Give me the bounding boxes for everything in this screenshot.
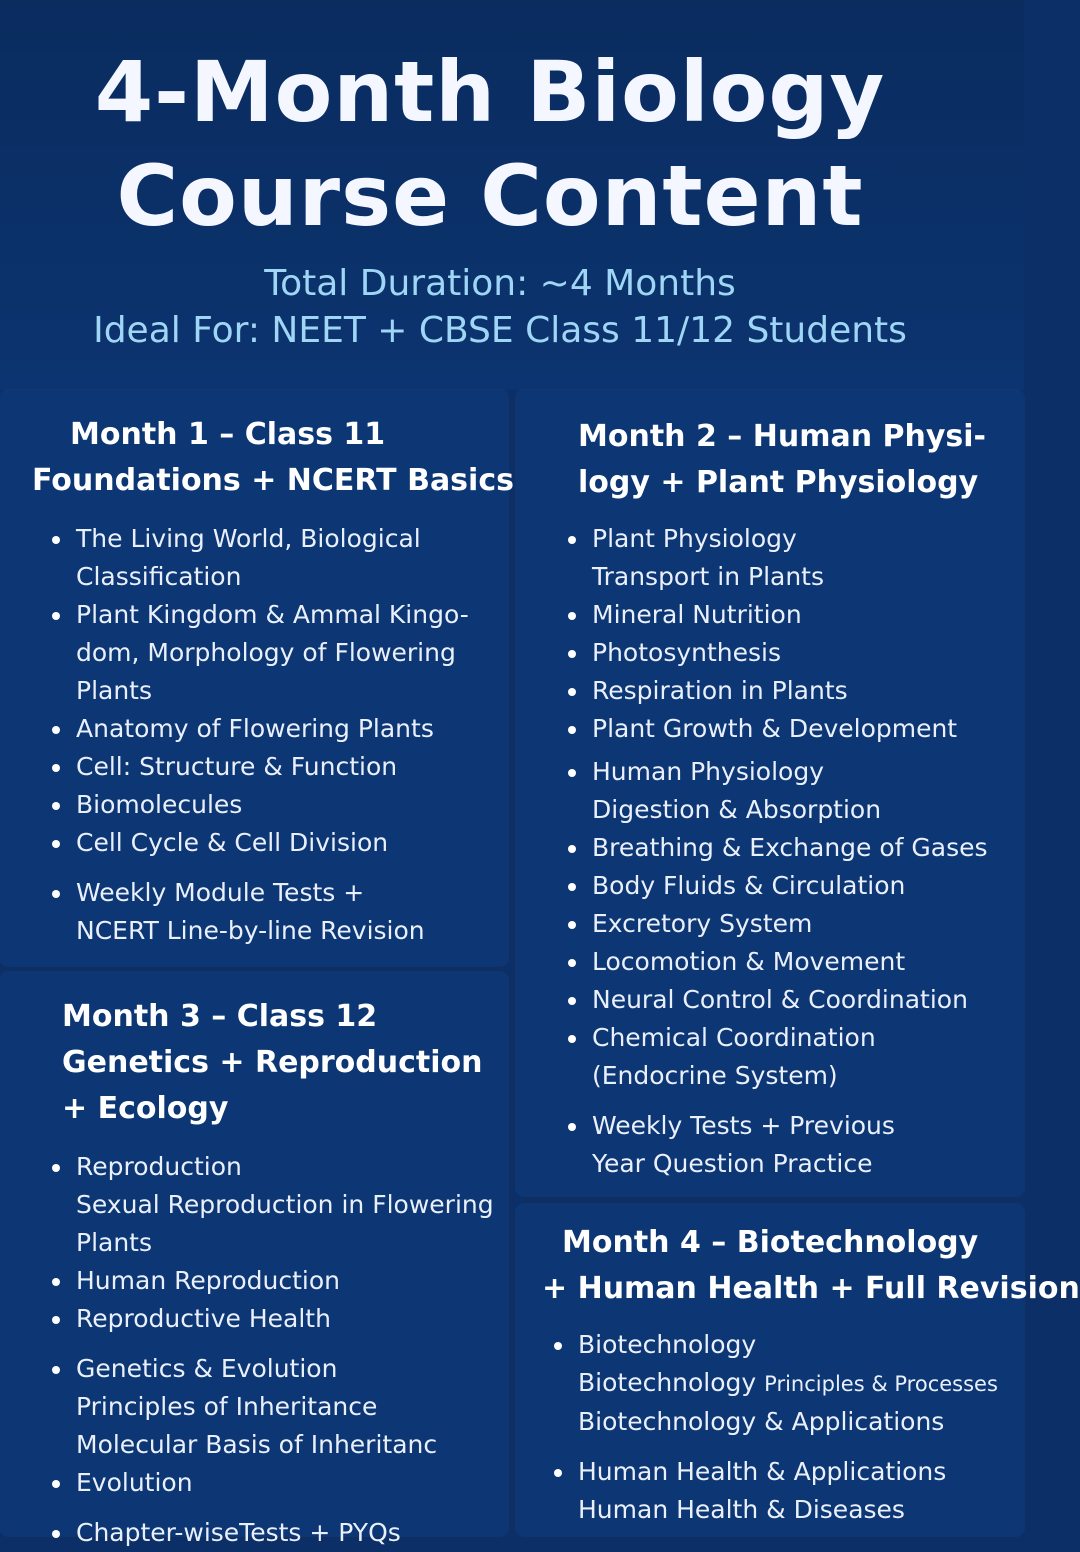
list-item-line: Biotechnology & Applications xyxy=(578,1407,945,1436)
list-item-line: Reproductive Health xyxy=(76,1304,331,1333)
list-item xyxy=(566,905,988,943)
list-item xyxy=(50,824,469,862)
list-item-line: Chapter-wiseTests + PYQs xyxy=(76,1518,401,1547)
list-item-line: NCERT Line-by-line Revision xyxy=(76,916,425,945)
list-item-line: Weekly Module Tests + xyxy=(76,878,365,907)
list-item xyxy=(50,786,469,824)
list-item-line: dom, Morphology of Flowering xyxy=(76,638,456,667)
month-1-heading xyxy=(32,412,514,504)
list-item xyxy=(566,867,988,905)
list-item xyxy=(566,943,988,981)
month-3-heading-line-2: Genetics + Reproduction xyxy=(62,1045,483,1080)
month-4-topic-list xyxy=(552,1326,998,1529)
month-2-heading xyxy=(578,414,986,506)
month-3-topic-list xyxy=(50,1148,494,1552)
list-item xyxy=(566,520,988,596)
list-item-line-part: Principles & Processes xyxy=(764,1372,998,1396)
list-item-line xyxy=(578,1364,998,1403)
list-item-line: Body Fluids & Circulation xyxy=(592,871,906,900)
list-item-line: Evolution xyxy=(76,1468,193,1497)
list-item-line: Reproduction xyxy=(76,1152,242,1181)
month-2-heading-line-2: logy + Plant Physiology xyxy=(578,465,979,500)
list-item xyxy=(566,710,988,748)
list-item xyxy=(566,1019,988,1095)
list-item xyxy=(50,748,469,786)
list-item xyxy=(50,520,469,596)
page-title xyxy=(0,40,980,248)
month-1-heading-line-2: Foundations + NCERT Basics xyxy=(32,463,514,498)
list-item xyxy=(566,753,988,829)
month-1-card xyxy=(0,390,514,966)
list-item-line: Locomotion & Movement xyxy=(592,947,906,976)
list-item-line: Weekly Tests + Previous xyxy=(592,1111,895,1140)
list-item-line: Plant Kingdom & Ammal Kingo- xyxy=(76,600,469,629)
month-4-heading xyxy=(542,1220,1080,1312)
list-item-line-part: Biotechnology xyxy=(578,1368,757,1397)
list-item xyxy=(566,1107,988,1183)
list-item-line: Molecular Basis of Inheritanc xyxy=(76,1430,438,1459)
list-item-line: Human Physiology xyxy=(592,757,824,786)
header-banner xyxy=(0,0,1024,390)
list-item-line: Human Reproduction xyxy=(76,1266,340,1295)
title-line-1: 4-Month Biology xyxy=(94,43,886,141)
list-item-line: Transport in Plants xyxy=(592,562,825,591)
list-item-line: Breathing & Exchange of Gases xyxy=(592,833,988,862)
month-2-card xyxy=(516,390,1024,1196)
month-4-heading-line-1: Month 4 – Biotechnology xyxy=(562,1225,979,1260)
title-line-2: Course Content xyxy=(116,147,864,245)
list-item-line: Neural Control & Coordination xyxy=(592,985,968,1014)
list-item xyxy=(566,596,988,634)
list-item xyxy=(50,1514,494,1552)
list-item-line: Plant Physiology xyxy=(592,524,797,553)
list-item-line: Human Health & Diseases xyxy=(578,1495,905,1524)
month-4-heading-line-2: + Human Health + Full Revision xyxy=(542,1271,1080,1306)
month-4-card xyxy=(516,1204,1080,1536)
list-item-line: Principles of Inheritance xyxy=(76,1392,378,1421)
month-3-card xyxy=(0,972,508,1547)
list-item xyxy=(50,1464,494,1502)
list-item-line: Biomolecules xyxy=(76,790,243,819)
list-item-line: Plant Growth & Development xyxy=(592,714,958,743)
month-3-heading xyxy=(62,994,483,1132)
list-item-line: Genetics & Evolution xyxy=(76,1354,338,1383)
list-item-line: Sexual Reproduction in Flowering xyxy=(76,1190,494,1219)
list-item-line: Chemical Coordination xyxy=(592,1023,876,1052)
list-item xyxy=(552,1326,998,1441)
list-item-line: Classification xyxy=(76,562,242,591)
list-item-line: Biotechnology xyxy=(578,1330,757,1359)
list-item-line: Digestion & Absorption xyxy=(592,795,882,824)
month-3-heading-line-1: Month 3 – Class 12 xyxy=(62,999,378,1034)
month-1-heading-line-1: Month 1 – Class 11 xyxy=(70,417,386,452)
subtitle xyxy=(0,260,1000,354)
duration-text: Total Duration: ~4 Months xyxy=(264,263,736,304)
list-item xyxy=(566,829,988,867)
month-3-heading-line-3: + Ecology xyxy=(62,1091,229,1126)
list-item-line: Year Question Practice xyxy=(592,1149,873,1178)
list-item xyxy=(566,672,988,710)
list-item xyxy=(50,1300,494,1338)
list-item xyxy=(50,596,469,710)
ideal-for-text: Ideal For: NEET + CBSE Class 11/12 Students xyxy=(93,310,907,351)
list-item-line: Mineral Nutrition xyxy=(592,600,802,629)
list-item-line: Cell Cycle & Cell Division xyxy=(76,828,389,857)
month-1-topic-list xyxy=(50,520,469,950)
list-item xyxy=(50,1262,494,1300)
month-2-heading-line-1: Month 2 – Human Physi- xyxy=(578,419,986,454)
month-2-topic-list xyxy=(566,520,988,1183)
list-item xyxy=(50,874,469,950)
list-item-line: Plants xyxy=(76,1228,153,1257)
list-item xyxy=(566,981,988,1019)
list-item-line: Anatomy of Flowering Plants xyxy=(76,714,434,743)
list-item xyxy=(50,1148,494,1262)
list-item-line: Cell: Structure & Function xyxy=(76,752,398,781)
list-item-line: Photosynthesis xyxy=(592,638,782,667)
list-item-line: The Living World, Biological xyxy=(76,524,421,553)
list-item xyxy=(552,1453,998,1529)
list-item-line: Human Health & Applications xyxy=(578,1457,947,1486)
list-item xyxy=(50,1350,494,1464)
list-item-line: Respiration in Plants xyxy=(592,676,848,705)
list-item xyxy=(566,634,988,672)
list-item-line: (Endocrine System) xyxy=(592,1061,838,1090)
list-item xyxy=(50,710,469,748)
list-item-line: Plants xyxy=(76,676,153,705)
list-item-line: Excretory System xyxy=(592,909,813,938)
